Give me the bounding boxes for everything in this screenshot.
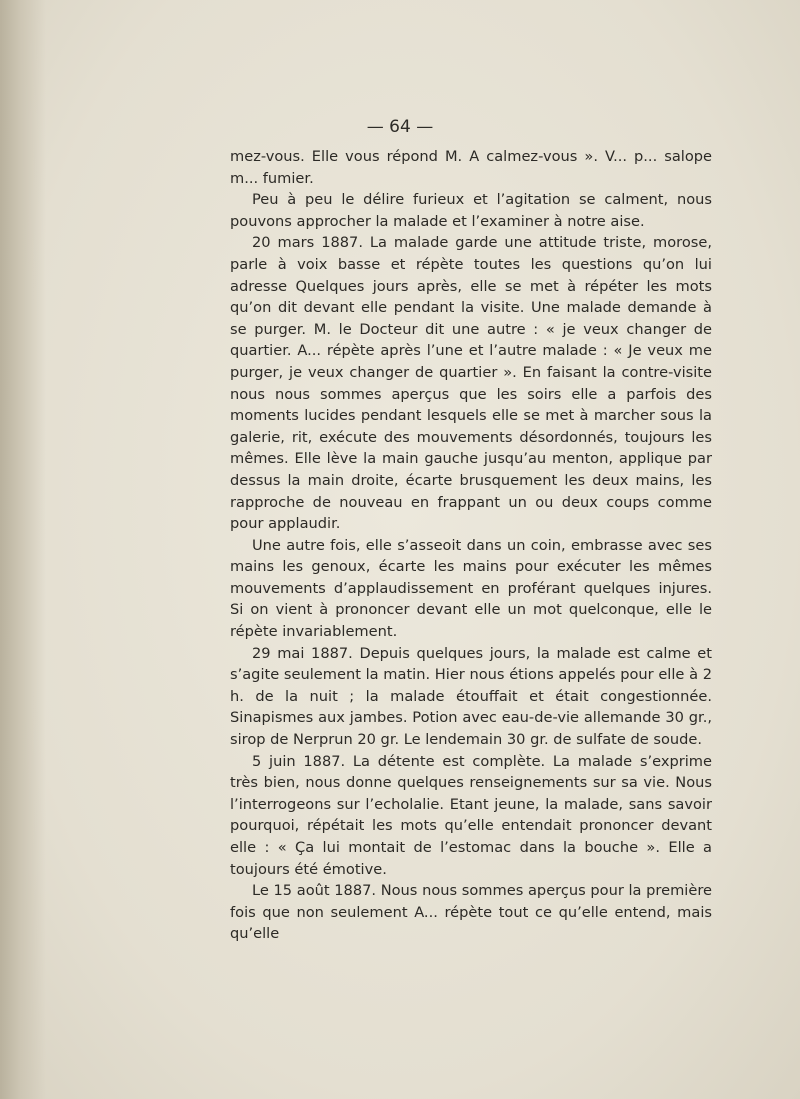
paragraph: Une autre fois, elle s’asseoit dans un coin, embrasse avec ses mains les genoux, écarte les mains pour exécuter les mêmes mouvements d’applaudissement en proférant quelques injures. Si on vient à prononcer devant elle un mot quelconque, elle le répète invariablement. bbox=[230, 536, 712, 641]
page-number: — 64 — bbox=[366, 117, 434, 137]
paragraph-15-aout-1887: Le 15 août 1887. Nous nous sommes aperçus pour la première fois que non seulement A... répète tout ce qu’elle entend, mais qu’elle bbox=[230, 882, 712, 943]
body-text bbox=[230, 146, 712, 945]
paragraph-29-mai-1887: 29 mai 1887. Depuis quelques jours, la malade est calme et s’agite seulement la matin. Hier nous étions appelés pour elle à 2 h. de la nuit ; la malade étouffait et était congestionnée. Sinapismes aux jambes. Potion avec eau-de-vie allemande 30 gr., sirop de Nerprun 20 gr. Le lendemain 30 gr. de sulfate de soude. bbox=[230, 644, 712, 749]
page-binding-shadow bbox=[0, 0, 46, 1099]
paragraph-5-juin-1887: 5 juin 1887. La détente est complète. La malade s’exprime très bien, nous donne quelques renseignements sur sa vie. Nous l’interrogeons sur l’echolalie. Etant jeune, la malade, sans savoir pourquoi, répétait les mots qu’elle entendait prononcer devant elle : « Ça lui montait de l’estomac dans la bouche ». Elle a toujours été émotive. bbox=[230, 752, 712, 878]
paragraph: Peu à peu le délire furieux et l’agitation se calment, nous pouvons approcher la malade et l’examiner à notre aise. bbox=[230, 191, 712, 230]
paragraph-continuation: mez-vous. Elle vous répond M. A calmez-vous ». V... p... salope m... fumier. bbox=[230, 148, 712, 187]
paragraph-20-mars-1887: 20 mars 1887. La malade garde une attitude triste, morose, parle à voix basse et répète toutes les questions qu’on lui adresse Quelques jours après, elle se met à répéter les mots qu’on dit devant elle pendant la visite. Une malade demande à se purger. M. le Docteur dit une autre : « je veux changer de quartier. A... répète après l’une et l’autre malade : « Je veux me purger, je veux changer de quartier ». En faisant la contre-visite nous nous sommes aperçus que les soirs elle a parfois des moments lucides pendant lesquels elle se met à marcher sous la galerie, rit, exécute des mouvements désordonnés, toujours les mêmes. Elle lève la main gauche jusqu’au menton, applique par dessus la main droite, écarte brusquement les deux mains, les rapproche de nouveau en frappant un ou deux coups comme pour applaudir. bbox=[230, 234, 712, 533]
